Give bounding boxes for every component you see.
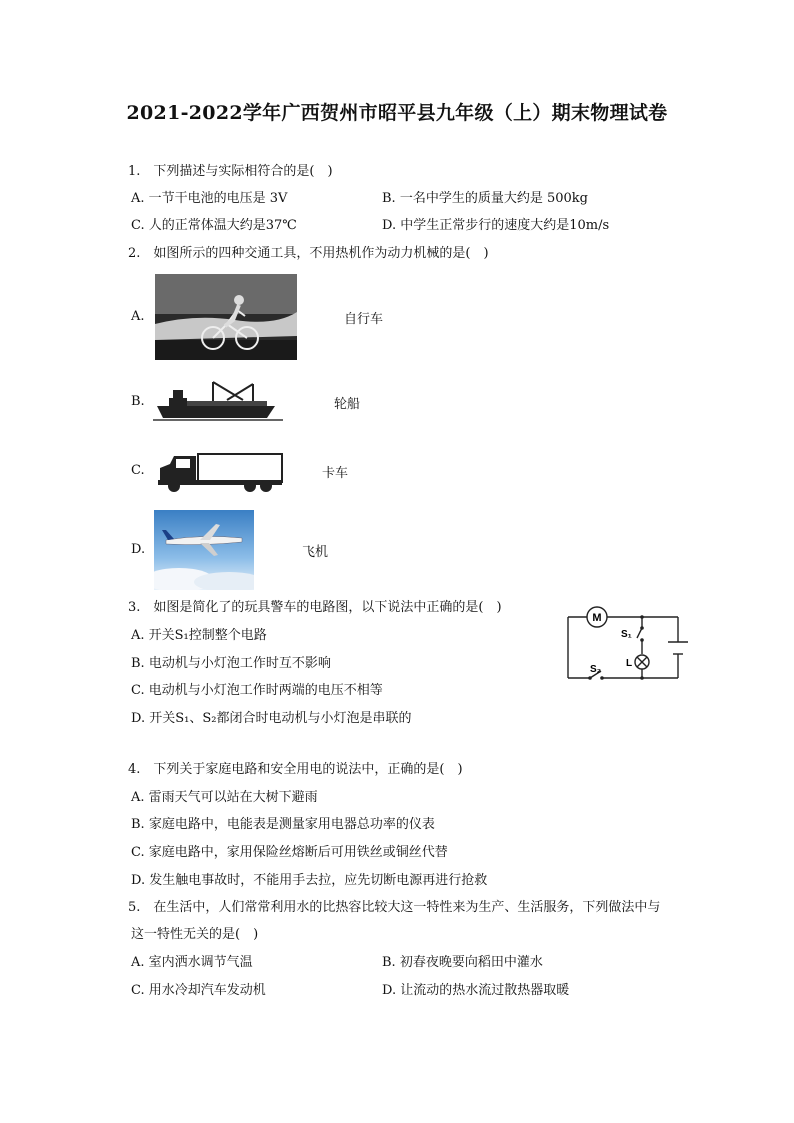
q2-caption-d: 飞机 xyxy=(302,545,329,560)
q5-option-a: A. 室内洒水调节气温 xyxy=(131,955,253,970)
ship-drawing xyxy=(153,376,283,424)
q5-stem-line1: 5. 在生活中，人们常常利用水的比热容比较大这一特性来为生产、生活服务，下列做法中与 xyxy=(128,900,661,915)
q3-option-c: C. 电动机与小灯泡工作时两端的电压不相等 xyxy=(131,683,383,698)
airplane-photo xyxy=(154,510,254,590)
q2-option-d-letter: D. xyxy=(131,542,146,557)
q5-option-b: B. 初春夜晚要向稻田中灌水 xyxy=(382,955,543,970)
q1-stem: 1. 下列描述与实际相符合的是( ) xyxy=(128,164,333,179)
q3-option-b: B. 电动机与小灯泡工作时互不影响 xyxy=(131,656,331,671)
q4-option-c: C. 家庭电路中，家用保险丝熔断后可用铁丝或铜丝代替 xyxy=(131,845,448,860)
lamp-label: L xyxy=(626,658,633,669)
q2-option-c-letter: C. xyxy=(131,463,145,478)
q3-option-d: D. 开关S₁、S₂都闭合时电动机与小灯泡是串联的 xyxy=(131,711,412,726)
q1-option-b: B. 一名中学生的质量大约是 500kg xyxy=(382,191,588,206)
q2-option-b-letter: B. xyxy=(131,394,145,409)
q2-caption-b: 轮船 xyxy=(334,397,361,412)
page-title: 2021-2022学年广西贺州市昭平县九年级（上）期末物理试卷 xyxy=(126,102,668,124)
q2-caption-c: 卡车 xyxy=(322,466,349,481)
switch-s1-label: S₁ xyxy=(621,629,632,640)
q5-option-d: D. 让流动的热水流过散热器取暖 xyxy=(382,983,570,998)
q4-option-b: B. 家庭电路中，电能表是测量家用电器总功率的仪表 xyxy=(131,817,435,832)
motor-label: M xyxy=(592,612,602,624)
q2-caption-a: 自行车 xyxy=(344,312,384,327)
q1-option-c: C. 人的正常体温大约是37℃ xyxy=(131,218,297,233)
circuit-diagram xyxy=(560,604,695,686)
q2-stem: 2. 如图所示的四种交通工具，不用热机作为动力机械的是( ) xyxy=(128,246,489,261)
bicycle-rider-photo xyxy=(155,274,297,360)
q3-option-a: A. 开关S₁控制整个电路 xyxy=(131,628,267,643)
q1-option-a: A. 一节干电池的电压是 3V xyxy=(131,191,288,206)
q5-option-c: C. 用水冷却汽车发动机 xyxy=(131,983,266,998)
q4-option-a: A. 雷雨天气可以站在大树下避雨 xyxy=(131,790,318,805)
q5-stem-line2: 这一特性无关的是( ) xyxy=(131,927,259,942)
q3-stem: 3. 如图是简化了的玩具警车的电路图，以下说法中正确的是( ) xyxy=(128,600,502,615)
q2-option-a-letter: A. xyxy=(131,309,145,324)
q4-stem: 4. 下列关于家庭电路和安全用电的说法中，正确的是( ) xyxy=(128,762,463,777)
truck-drawing xyxy=(152,450,284,494)
switch-s2-label: S₂ xyxy=(590,664,602,675)
q1-option-d: D. 中学生正常步行的速度大约是10m/s xyxy=(382,218,610,233)
q4-option-d: D. 发生触电事故时，不能用手去拉，应先切断电源再进行抢救 xyxy=(131,873,488,888)
